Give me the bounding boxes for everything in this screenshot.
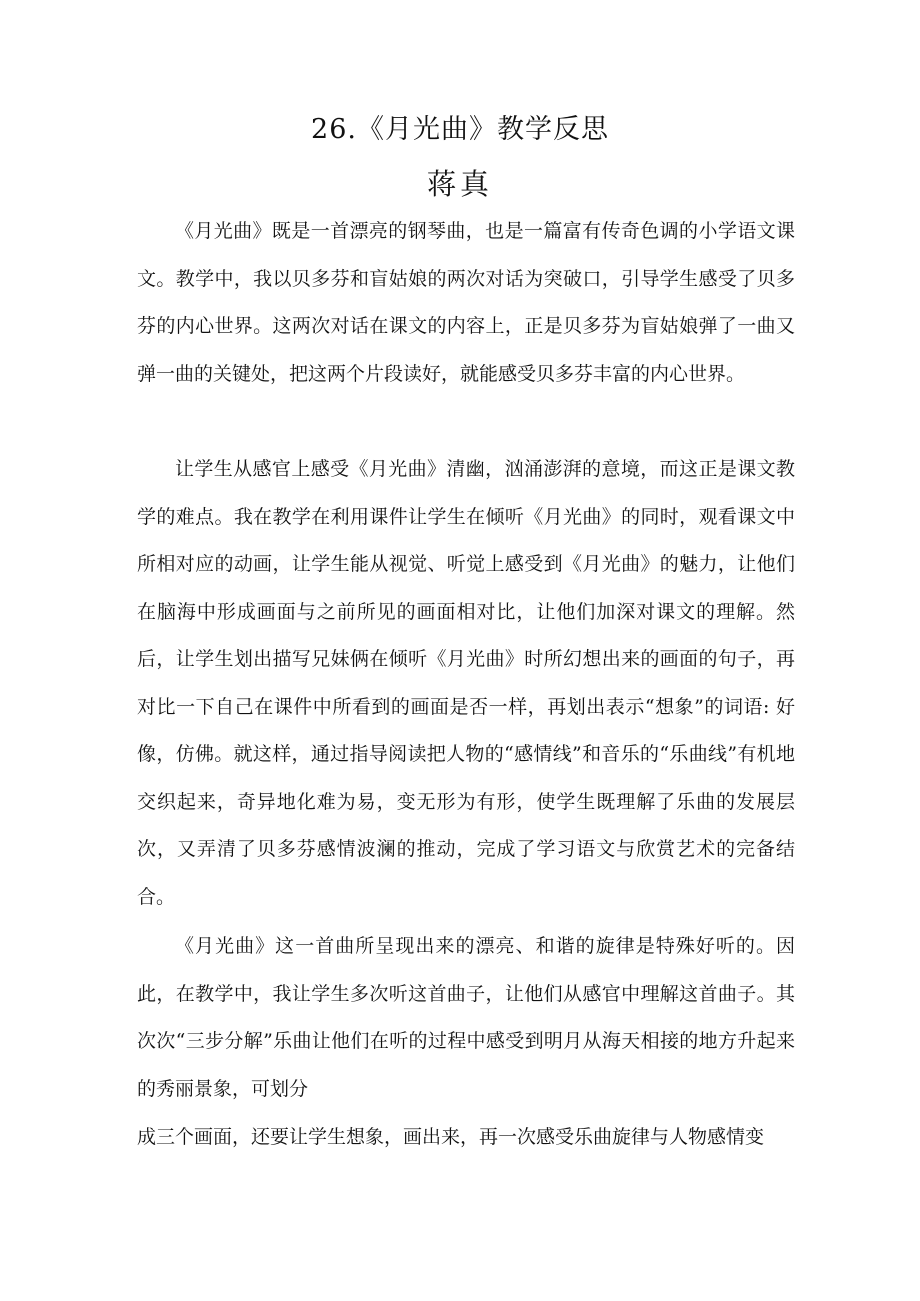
paragraph-text: 《月光曲》这一首曲所呈现出来的漂亮、和谐的旋律是特殊好听的。因此，在教学中，我让学生多次听这首曲子，让他们从感官中理解这首曲子。其次次“三步分解”乐曲让他们在听的过程中感受到明月从海天相接的地方升起来的秀丽景象，可划分 bbox=[137, 935, 795, 1100]
paragraph-text: 让学生从感官上感受《月光曲》清幽，汹涌澎湃的意境，而这正是课文教学的难点。我在教学在利用课件让学生在倾听《月光曲》的同时，观看课文中所相对应的动画，让学生能从视觉、听觉上感受到《月光曲》的魅力，让他们在脑海中形成画面与之前所见的画面相对比，让他们加深对课文的理解。然后，让学生划出描写兄妹俩在倾听《月光曲》时所幻想出来的画面的句子，再对比一下自己在课件中所看到的画面是否一样，再划出表示“想象”的词语: 好像，仿佛。就这样，通过指导阅读把人物的“感情线”和音乐的“乐曲线”有机地交织起来，奇异地化难为易，变无形为有形，使学生既理解了乐曲的发展层次，又弄清了贝多芬感情波澜的推动，完成了学习语文与欣赏艺术的完备结合。 bbox=[137, 458, 795, 908]
paragraph-3 bbox=[137, 923, 795, 1113]
author-name: 蒋真 bbox=[426, 167, 493, 201]
document-title: 26.《月光曲》教学反思 bbox=[311, 114, 609, 145]
paragraph-text: 《月光曲》既是一首漂亮的钢琴曲，也是一篇富有传奇色调的小学语文课文。教学中，我以贝多芬和盲姑娘的两次对话为突破口，引导学生感受了贝多芬的内心世界。这两次对话在课文的内容上，正是贝多芬为盲姑娘弹了一曲又弹一曲的关键处，把这两个片段读好，就能感受贝多芬丰富的内心世界。 bbox=[137, 220, 795, 385]
paragraph-2 bbox=[137, 446, 795, 921]
paragraph-text: 成三个画面，还要让学生想象，画出来，再一次感受乐曲旋律与人物感情变 bbox=[137, 1126, 765, 1148]
paragraph-4 bbox=[137, 1114, 795, 1162]
paragraph-1 bbox=[137, 208, 795, 398]
